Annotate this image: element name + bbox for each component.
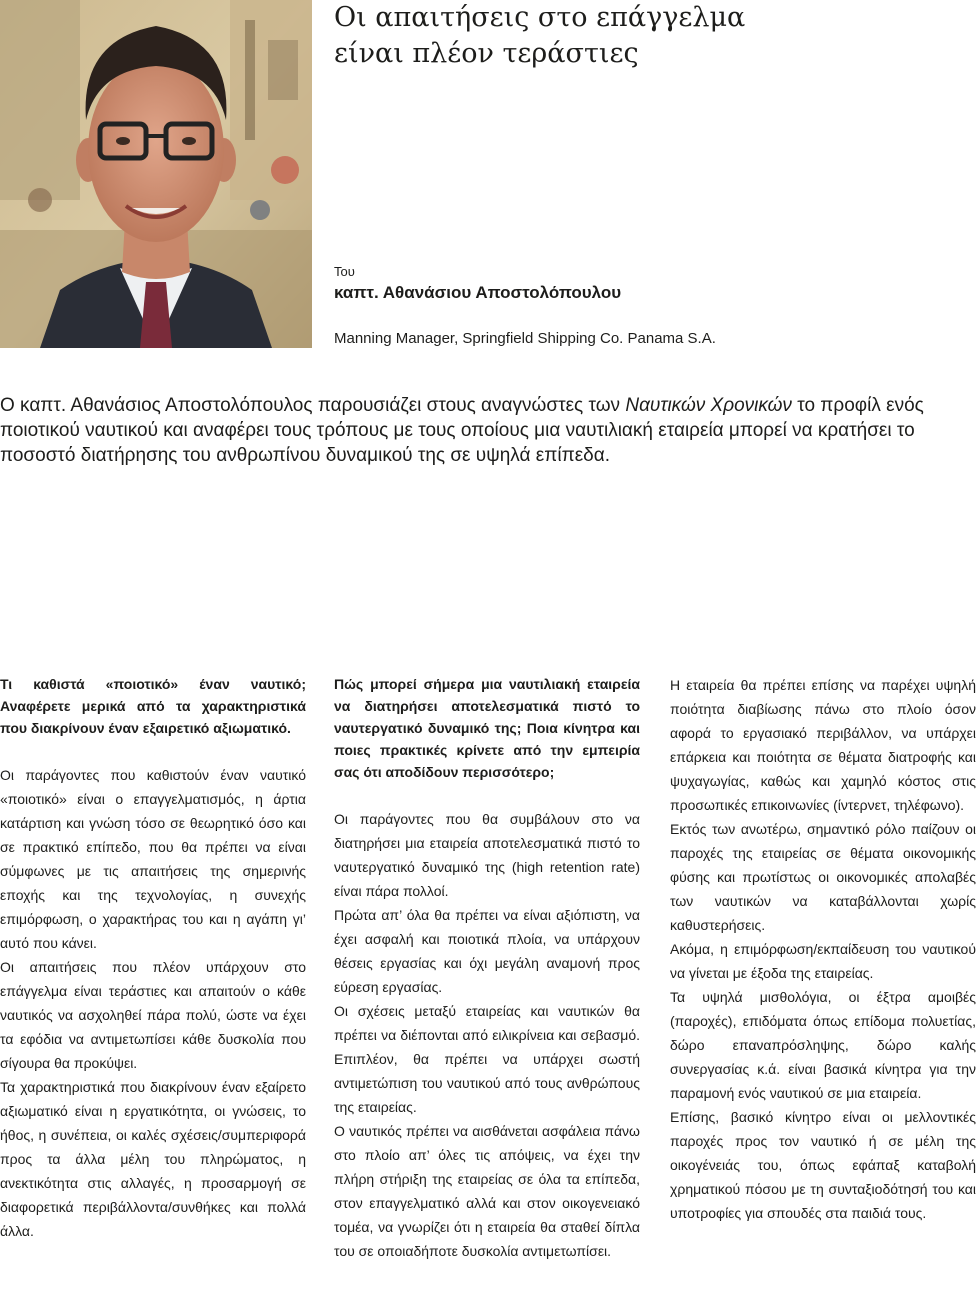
column-2 <box>334 673 640 1263</box>
headline-line-2: είναι πλέον τεράστιες <box>334 38 639 69</box>
answer-paragraph: Οι παράγοντες που καθιστούν έναν ναυτικό «ποιοτικό» είναι ο επαγγελματισμός, η άρτια κατάρτιση και γνώση τόσο σε θεωρητικό όσο και σε πρακτικό επίπεδο, που θα πρέπει να είναι σύμφωνες με τις απαιτήσεις της σημερινής εποχής και της τεχνολογίας, η συνεχής επιμόρφωση, ο χαρακτήρας του και η αγάπη γι’ αυτό που κάνει. <box>0 767 306 951</box>
lead-text-end: το προφίλ ενός ποιοτικού ναυτικού και αναφέρει τους τρόπους με τους οποίους μια ναυτιλιακή εταιρεία μπορεί να κρατήσει το ποσοστό διατήρησης του ανθρωπίνου δυναμικού της σε υψηλά επίπεδα. <box>0 395 924 466</box>
answer-paragraph: Ακόμα, η επιμόρφωση/εκπαίδευση του ναυτικού να γίνεται με έξοδα της εταιρείας. <box>670 941 976 981</box>
answer-paragraph: Πρώτα απ’ όλα θα πρέπει να είναι αξιόπιστη, να έχει ασφαλή και ποιοτικά πλοία, να υπάρχουν θέσεις εργασίας και όχι μεγάλη αναμονή προς εύρεση εργασίας. <box>334 907 640 995</box>
answer-paragraph: Οι παράγοντες που θα συμβάλουν στο να διατηρήσει μια εταιρεία αποτελεσματικά πιστό το ναυτεργατικό δυναμικό της (high retention rate) είναι πάρα πολλοί. <box>334 811 640 899</box>
publication-name: Ναυτικών Χρονικών <box>625 395 792 416</box>
lead-paragraph <box>0 393 970 468</box>
byline-prefix: Του <box>334 264 355 279</box>
column-3 <box>670 673 976 1225</box>
interview-question-2: Πώς μπορεί σήμερα μια ναυτιλιακή εταιρεία να διατηρήσει αποτελεσματικά πιστό το ναυτεργατικό δυναμικό της; Ποια κίνητρα και ποιες πρακτικές κρίνετε από την εμπειρία σας ότι αποδίδουν περισσότερο; <box>334 676 640 780</box>
answer-paragraph: Οι σχέσεις μεταξύ εταιρείας και ναυτικών θα πρέπει να διέπονται από ειλικρίνεια και σεβασμό. Επιπλέον, θα πρέπει να υπάρχει σωστή αντιμετώπιση του ναυτικού από τους ανθρώπους της εταιρείας. <box>334 1003 640 1115</box>
author-name: καπτ. Αθανάσιου Αποστολόπουλου <box>334 283 622 302</box>
headline-line-1: Οι απαιτήσεις στο επάγγελμα <box>334 2 746 33</box>
column-1 <box>0 673 306 1243</box>
answer-paragraph: Επίσης, βασικό κίνητρο είναι οι μελλοντικές παροχές προς τον ναυτικό ή σε μέλη της οικογένειάς του, όπως εφάπαξ καταβολή χρηματικού πόσου με τη συνταξιοδότησή του και υποτροφίες για σπουδές στα παιδιά τους. <box>670 1109 976 1221</box>
author-portrait <box>0 0 312 348</box>
lead-text-start: Ο καπτ. Αθανάσιος Αποστολόπουλος παρουσιάζει στους αναγνώστες των <box>0 395 626 416</box>
answer-paragraph: Τα χαρακτηριστικά που διακρίνουν έναν εξαίρετο αξιωματικό είναι η εργατικότητα, οι γνώσεις, το ήθος, η συνέπεια, οι καλές σχέσεις/συμπεριφορά προς τα άλλα μέλη του πληρώματος, η ανεκτικότητα στις αλλαγές, η προσαρμογή σε διαφορετικά περιβάλλοντα/συνθήκες και πολλά άλλα. <box>0 1079 306 1239</box>
author-role: Manning Manager, Springfield Shipping Co. Panama S.A. <box>334 330 716 347</box>
answer-paragraph: Εκτός των ανωτέρω, σημαντικό ρόλο παίζουν οι παροχές της εταιρείας σε θέματα οικονομικής φύσης και πρωτίστως οι οικονομικές απολαβές των ναυτικών να καταβάλλονται χωρίς καθυστερήσεις. <box>670 821 976 933</box>
answer-paragraph: Ο ναυτικός πρέπει να αισθάνεται ασφάλεια πάνω στο πλοίο απ’ όλες τις απόψεις, να έχει την πλήρη στήριξη της εταιρείας σε όλα τα επίπεδα, στον επαγγελματικό αλλά και στον οικογενειακό τομέα, να γνωρίζει ότι η εταιρεία θα σταθεί δίπλα του σε οποιαδήποτε δυσκολία αντιμετωπίσει. <box>334 1123 640 1259</box>
answer-paragraph: Η εταιρεία θα πρέπει επίσης να παρέχει υψηλή ποιότητα διαβίωσης πάνω στο πλοίο όσον αφορά το εργασιακό περιβάλλον, να υπάρχει επάρκεια και ποιότητα σε θέματα διατροφής και ψυχαγωγίας, καθώς και χαμηλό κόστος στις προσωπικές επικοινωνίες (ίντερνετ, τηλέφωνο). <box>670 677 976 813</box>
answer-paragraph: Τα υψηλά μισθολόγια, οι έξτρα αμοιβές (παροχές), επιδόματα όπως επίδομα πολυετίας, δώρο επαναπρόσληψης, δώρο καλής συνεργασίας κ.ά. είναι βασικά κίνητρα για την παραμονή ενός ναυτικού σε μια εταιρεία. <box>670 989 976 1101</box>
article-headline <box>334 0 934 72</box>
author-photo <box>0 0 312 348</box>
answer-paragraph: Οι απαιτήσεις που πλέον υπάρχουν στο επάγγελμα είναι τεράστιες και απαιτούν ο κάθε ναυτικός να ασχοληθεί πάρα πολύ, ώστε να έχει τα εφόδια να αντιμετωπίσει κάθε δυσκολία που σίγουρα θα προκύψει. <box>0 959 306 1071</box>
interview-question-1: Τι καθιστά «ποιοτικό» έναν ναυτικό; Αναφέρετε μερικά από τα χαρακτηριστικά που διακρίνουν έναν εξαιρετικό αξιωματικό. <box>0 676 306 736</box>
